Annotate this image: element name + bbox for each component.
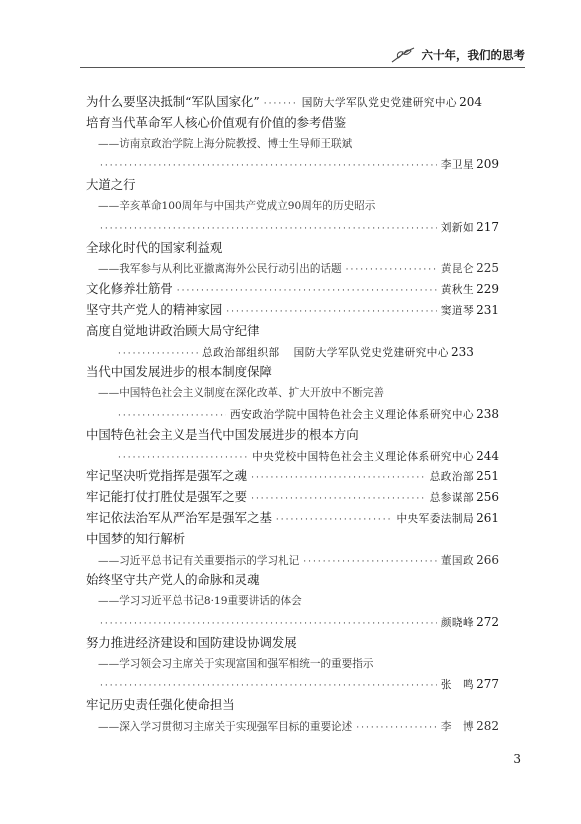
entry-byline bbox=[86, 154, 499, 175]
dot-leader bbox=[100, 156, 437, 177]
entry-subtitle-text: ——习近平总书记有关重要指示的学习札记 bbox=[98, 554, 300, 567]
entry-author: 国防大学军队党史党建研究中心 bbox=[301, 97, 458, 109]
dot-leader bbox=[100, 219, 437, 240]
toc-entry[interactable] bbox=[86, 279, 499, 300]
entry-subtitle bbox=[86, 383, 499, 404]
entry-author: 总政治部 bbox=[429, 471, 475, 484]
entry-page: 272 bbox=[476, 614, 499, 629]
entry-author: 总政治部组织部 bbox=[202, 346, 280, 359]
entry-author: 李卫星 bbox=[440, 159, 475, 172]
entry-subtitle bbox=[86, 258, 499, 279]
dot-leader bbox=[118, 448, 248, 469]
toc-entry[interactable] bbox=[86, 300, 499, 321]
dot-leader bbox=[356, 718, 437, 739]
dot-leader bbox=[100, 614, 437, 635]
dot-leader bbox=[303, 552, 437, 573]
toc-entry[interactable] bbox=[86, 238, 499, 259]
entry-subtitle-text: ——深入学习贯彻习主席关于实现强军目标的重要论述 bbox=[98, 720, 353, 733]
entry-title: 努力推进经济建设和国防建设协调发展 bbox=[86, 634, 297, 650]
entry-title: 坚守共产党人的精神家园 bbox=[86, 301, 223, 317]
entry-page: 233 bbox=[450, 344, 474, 359]
entry-page: 204 bbox=[459, 95, 482, 109]
entry-author: 张 鸣 bbox=[440, 679, 475, 692]
entry-subtitle bbox=[86, 591, 499, 612]
toc-entry[interactable] bbox=[86, 695, 499, 716]
entry-author: 窦道琴 bbox=[440, 304, 475, 317]
entry-subtitle bbox=[86, 134, 499, 155]
toc-entry[interactable] bbox=[86, 321, 499, 342]
entry-author: 西安政治学院中国特色社会主义理论体系研究中心 bbox=[230, 408, 475, 421]
entry-page: 251 bbox=[476, 469, 499, 484]
entry-subtitle-text: ——我军参与从利比亚撤离海外公民行动引出的话题 bbox=[98, 263, 342, 276]
toc-entry[interactable] bbox=[86, 508, 499, 529]
entry-page: 225 bbox=[476, 261, 499, 276]
entry-author: 李 博 bbox=[440, 720, 475, 733]
entry-subtitle-text: ——辛亥革命100周年与中国共产党成立90周年的历史昭示 bbox=[98, 199, 376, 212]
toc-entry[interactable] bbox=[86, 425, 499, 446]
entry-title: 牢记依法治军从严治军是强军之基 bbox=[86, 509, 272, 525]
entry-title: 中国梦的知行解析 bbox=[86, 530, 186, 546]
toc-entry[interactable] bbox=[86, 175, 499, 196]
entry-subtitle bbox=[86, 550, 499, 571]
entry-byline bbox=[86, 446, 499, 467]
entry-byline bbox=[86, 674, 499, 695]
entry-title: 当代中国发展进步的根本制度保障 bbox=[86, 364, 272, 380]
running-header bbox=[390, 46, 526, 64]
entry-title: 文化修养壮筋骨 bbox=[86, 281, 173, 297]
entry-page: 231 bbox=[476, 302, 499, 317]
entry-title: 培育当代革命军人核心价值观有价值的参考借鉴 bbox=[86, 114, 347, 130]
dot-leader bbox=[251, 489, 426, 510]
entry-subtitle-text: ——中国特色社会主义制度在深化改革、扩大开放中不断完善 bbox=[98, 387, 385, 400]
entry-subtitle bbox=[86, 716, 499, 737]
toc-entry[interactable] bbox=[86, 529, 499, 550]
entry-title: 始终坚守共产党人的命脉和灵魂 bbox=[86, 572, 260, 588]
entry-page: 217 bbox=[476, 219, 499, 234]
dot-leader bbox=[226, 302, 437, 323]
toc-entry[interactable] bbox=[86, 113, 499, 134]
entry-author: 中央军委法制局 bbox=[396, 512, 475, 525]
header-title: 六十年，我们的思考 bbox=[421, 48, 525, 62]
entry-author: 黄秋生 bbox=[440, 284, 475, 297]
entry-subtitle-text: ——访南京政治学院上海分院教授、博士生导师王联斌 bbox=[98, 137, 353, 150]
entry-title: 牢记能打仗打胜仗是强军之要 bbox=[86, 489, 248, 505]
entry-page: 244 bbox=[476, 448, 499, 463]
entry-subtitle-text: ——学习领会习主席关于实现富国和强军相统一的重要指示 bbox=[98, 657, 374, 670]
dot-leader bbox=[276, 510, 393, 531]
dot-leader bbox=[118, 344, 198, 365]
entry-page: 282 bbox=[476, 718, 499, 733]
dot-leader bbox=[264, 94, 298, 115]
toc-entry[interactable] bbox=[86, 362, 499, 383]
dot-leader bbox=[346, 260, 437, 281]
toc-entry[interactable] bbox=[86, 92, 499, 113]
entry-page: 256 bbox=[476, 490, 499, 505]
dot-leader bbox=[251, 468, 426, 489]
dot-leader bbox=[177, 281, 437, 302]
toc-entry[interactable] bbox=[86, 466, 499, 487]
table-of-contents bbox=[86, 92, 499, 737]
entry-page: 261 bbox=[476, 510, 499, 525]
entry-page: 229 bbox=[476, 282, 499, 297]
toc-entry[interactable] bbox=[86, 633, 499, 654]
entry-byline bbox=[86, 342, 499, 363]
page-number: 3 bbox=[513, 752, 521, 766]
entry-author: 刘新如 bbox=[440, 221, 475, 234]
toc-entry[interactable] bbox=[86, 487, 499, 508]
dot-leader bbox=[100, 676, 437, 697]
entry-author: 黄昆仑 bbox=[440, 263, 475, 276]
entry-subtitle-text: ——学习习近平总书记8·19重要讲话的体会 bbox=[98, 595, 302, 608]
entry-byline bbox=[86, 612, 499, 633]
entry-author: 董国政 bbox=[440, 554, 475, 567]
entry-author: 国防大学军队党史党建研究中心 bbox=[293, 346, 449, 359]
entry-byline bbox=[86, 217, 499, 238]
entry-byline bbox=[86, 404, 499, 425]
entry-page: 277 bbox=[476, 677, 499, 692]
entry-page: 209 bbox=[476, 157, 499, 172]
entry-author: 总参谋部 bbox=[429, 492, 475, 505]
toc-entry[interactable] bbox=[86, 570, 499, 591]
entry-page: 266 bbox=[476, 552, 499, 567]
entry-title: 牢记坚决听党指挥是强军之魂 bbox=[86, 468, 248, 484]
entry-subtitle bbox=[86, 654, 499, 675]
leaf-ornament-icon bbox=[390, 46, 416, 64]
entry-title: 高度自觉地讲政治顾大局守纪律 bbox=[86, 322, 260, 338]
header-rule bbox=[80, 67, 525, 68]
entry-title: 大道之行 bbox=[86, 177, 136, 193]
entry-subtitle bbox=[86, 196, 499, 217]
entry-author: 颜晓峰 bbox=[440, 616, 475, 629]
entry-title: 为什么要坚决抵制“军队国家化” bbox=[86, 94, 260, 109]
entry-title: 中国特色社会主义是当代中国发展进步的根本方向 bbox=[86, 426, 359, 442]
entry-author: 中央党校中国特色社会主义理论体系研究中心 bbox=[252, 450, 475, 463]
entry-title: 全球化时代的国家利益观 bbox=[86, 239, 223, 255]
entry-title: 牢记历史责任强化使命担当 bbox=[86, 697, 235, 713]
entry-page: 238 bbox=[476, 406, 499, 421]
dot-leader bbox=[118, 406, 226, 427]
